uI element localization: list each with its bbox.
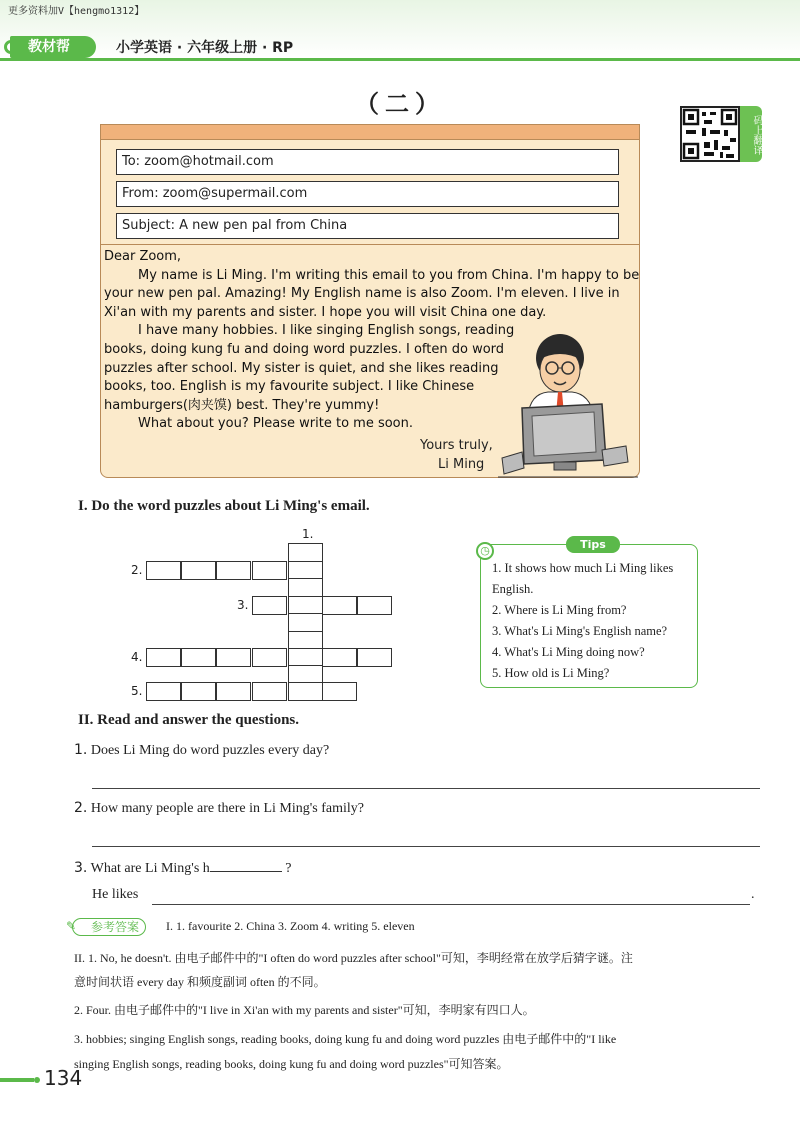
section-1-heading: I. Do the word puzzles about Li Ming's email. — [78, 498, 370, 514]
brand-label: 教材帮 — [10, 36, 96, 58]
answer-section-1: I. 1. favourite 2. China 3. Zoom 4. writing 5. eleven — [166, 919, 415, 933]
question-2-number: 2. — [74, 800, 88, 816]
question-2 — [74, 800, 364, 817]
crossword-label-2: 2. — [131, 563, 143, 577]
email-greeting: Dear Zoom, — [104, 249, 182, 264]
crossword-cell[interactable] — [181, 648, 216, 667]
crossword-cell[interactable] — [216, 648, 251, 667]
reference-answer-tag: 参考答案 — [72, 918, 146, 936]
clock-icon: ◷ — [476, 542, 494, 560]
crossword-cell[interactable] — [146, 648, 181, 667]
crossword-label-1: 1. — [302, 527, 314, 541]
question-3-text: What are Li Ming's h — [90, 861, 210, 876]
answer-2-line-2: 意时间状语 every day 和频度副词 often 的不同。 — [74, 975, 326, 989]
crossword-cell[interactable] — [181, 682, 216, 701]
crossword-cell[interactable] — [216, 561, 251, 580]
crossword-cell[interactable] — [357, 648, 392, 667]
crossword-cell[interactable] — [288, 578, 323, 597]
email-subject-field: Subject: A new pen pal from China — [116, 213, 619, 239]
question-3-answer-start: He likes — [92, 887, 139, 902]
crossword-cell[interactable] — [252, 682, 287, 701]
page-number-dot — [34, 1077, 40, 1083]
section-title: （二） — [355, 90, 445, 118]
email-paragraph-3: What about you? Please write to me soon. — [138, 416, 414, 432]
crossword-cell[interactable] — [146, 682, 181, 701]
question-3-mark: ? — [285, 861, 292, 876]
qr-translate-tab[interactable]: 码上翻译 — [740, 106, 762, 162]
crossword-cell[interactable] — [252, 596, 287, 615]
crossword-cell[interactable] — [322, 648, 357, 667]
crossword-cell[interactable] — [252, 648, 287, 667]
question-3-blank[interactable] — [210, 858, 282, 872]
crossword-cell[interactable] — [288, 613, 323, 632]
email-from-field: From: zoom@supermail.com — [116, 181, 619, 207]
crossword-label-5: 5. — [131, 684, 143, 698]
watermark: 更多资料加V【hengmo1312】 — [8, 6, 145, 17]
crossword-label-4: 4. — [131, 650, 143, 664]
book-title: 小学英语 · 六年级上册 · RP — [116, 40, 294, 56]
answer-line-1[interactable] — [92, 788, 760, 789]
crossword-cell[interactable] — [322, 682, 357, 701]
answer-4-line-2: singing English songs, reading books, doing kung fu and doing word puzzles"可知答案。 — [74, 1057, 509, 1071]
tip-item: 2. Where is Li Ming from? — [492, 603, 627, 617]
question-1 — [74, 742, 329, 759]
crossword-cell[interactable] — [146, 561, 181, 580]
email-signature: Li Ming — [438, 457, 485, 472]
question-3-number: 3. — [74, 860, 88, 876]
question-2-text: How many people are there in Li Ming's family? — [90, 801, 364, 816]
question-1-number: 1. — [74, 742, 88, 758]
pencil-icon: ✎ — [66, 919, 77, 933]
tip-item: 1. It shows how much Li Ming likes English. — [492, 561, 674, 596]
crossword-cell[interactable] — [252, 561, 287, 580]
tips-label: Tips — [566, 536, 620, 553]
answer-2-line-1: II. 1. No, he doesn't. 由电子邮件中的"I often do word puzzles after school"可知，李明经常在放学后猜字谜。注 — [74, 951, 633, 965]
crossword-cell[interactable] — [181, 561, 216, 580]
page-number-bar — [0, 1078, 34, 1082]
page-number: 134 — [44, 1066, 83, 1090]
question-3 — [74, 858, 292, 877]
crossword-cell[interactable] — [322, 596, 357, 615]
crossword-cell[interactable] — [288, 543, 323, 562]
email-to-field: To: zoom@hotmail.com — [116, 149, 619, 175]
tip-item: 3. What's Li Ming's English name? — [492, 624, 668, 638]
answer-line-3-period: . — [751, 887, 755, 902]
answer-4-line-1: 3. hobbies; singing English songs, reading books, doing kung fu and doing word puzzles 由电子邮件中的"I like — [74, 1032, 617, 1046]
question-1-text: Does Li Ming do word puzzles every day? — [90, 743, 330, 758]
section-2-heading: II. Read and answer the questions. — [78, 712, 300, 728]
crossword-cell[interactable] — [357, 596, 392, 615]
tips-list — [492, 558, 698, 684]
tip-item: 5. How old is Li Ming? — [492, 666, 610, 680]
crossword-label-3: 3. — [237, 598, 249, 612]
answer-line-3[interactable] — [152, 904, 750, 905]
answer-3: 2. Four. 由电子邮件中的"I live in Xi'an with my parents and sister"可知，李明家有四口人。 — [74, 1003, 535, 1017]
email-paragraph-2: I have many hobbies. I like singing English songs, reading books, doing kung fu and doing word puzzles. I often do word puzzles after school. My sister is quiet, and she likes reading books, too. English is my favourite subject. I like Chinese hamburgers(肉夹馍) best. They're yummy! — [104, 323, 515, 413]
tip-item: 4. What's Li Ming doing now? — [492, 645, 645, 659]
crossword-cell[interactable] — [216, 682, 251, 701]
email-paragraph-1: My name is Li Ming. I'm writing this email to you from China. I'm happy to be your new pen pal. Amazing! My English name is also Zoom. I'm eleven. I live in Xi'an with my parents and sister. I hope you will visit China one day. — [104, 267, 640, 320]
crossword-cell[interactable] — [288, 682, 323, 701]
email-closing-line: Yours truly, — [420, 438, 493, 453]
answer-line-2[interactable] — [92, 846, 760, 847]
